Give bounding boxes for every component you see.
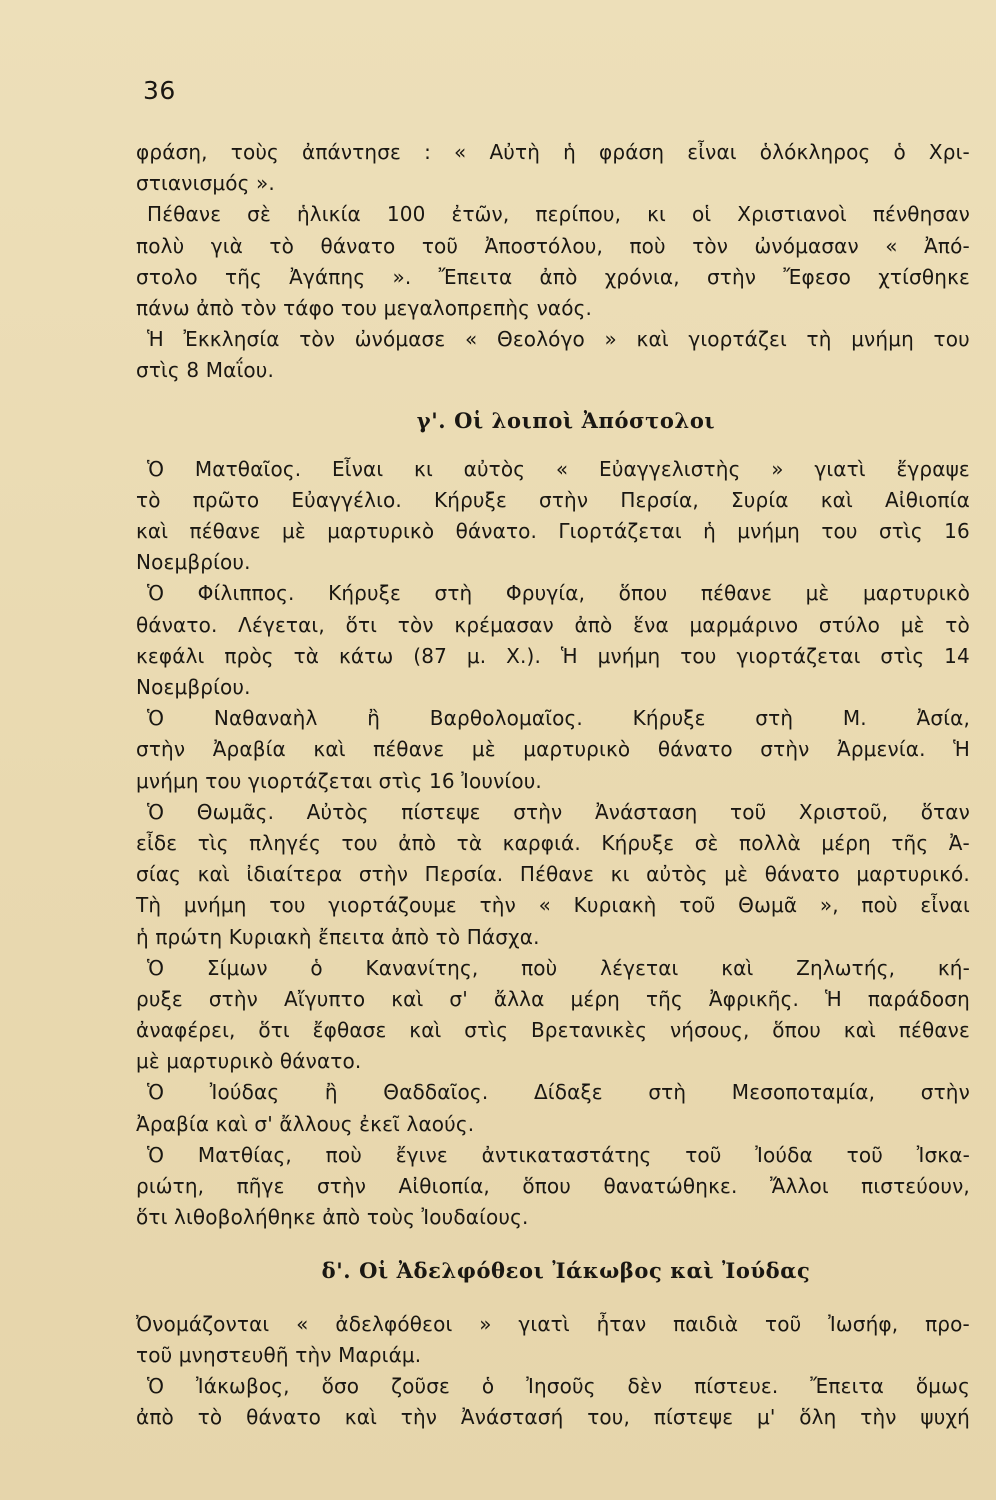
text-line: Πέθανε σὲ ἡλικία 100 ἐτῶν, περίπου, κι οἱ Χριστιανοὶ πένθησαν xyxy=(147,202,970,227)
text-line: Ἀραβία καὶ σ' ἄλλους ἐκεῖ λαούς. xyxy=(136,1111,475,1136)
text-line: εἶδε τὶς πληγές του ἀπὸ τὰ καρφιά. Κήρυξε σὲ πολλὰ μέρη τῆς Ἀ- xyxy=(136,830,970,855)
text-line: Ὁ Ἰούδας ἢ Θαδδαῖος. Δίδαξε στὴ Μεσοποταμία, στὴν xyxy=(147,1080,970,1105)
text-line: Νοεμβρίου. xyxy=(136,550,251,575)
section-heading-c: γ'. Οἱ λοιποὶ Ἀπόστολοι xyxy=(416,407,716,433)
text-line: τὸ πρῶτο Εὐαγγέλιο. Κήρυξε στὴν Περσία, Συρία καὶ Αἰθιοπία xyxy=(136,487,970,512)
body-text xyxy=(136,137,970,1433)
text-line: σίας καὶ ἰδιαίτερα στὴν Περσία. Πέθανε κι αὐτὸς μὲ θάνατο μαρτυρικό. xyxy=(136,862,970,887)
text-line: ὅτι λιθοβολήθηκε ἀπὸ τοὺς Ἰουδαίους. xyxy=(136,1205,529,1230)
text-line: φράση, τοὺς ἀπάντησε : « Αὐτὴ ἡ φράση εἶναι ὁλόκληρος ὁ Χρι- xyxy=(136,140,970,164)
text-line: Ὁ Θωμᾶς. Αὐτὸς πίστεψε στὴν Ἀνάσταση τοῦ Χριστοῦ, ὅταν xyxy=(147,799,970,824)
text-line: Ὀνομάζονται « ἀδελφόθεοι » γιατὶ ἦταν παιδιὰ τοῦ Ἰωσήφ, προ- xyxy=(136,1311,970,1336)
section-heading-d: δ'. Οἱ Ἀδελφόθεοι Ἰάκωβος καὶ Ἰούδας xyxy=(321,1258,811,1284)
text-line: Ὁ Ἰάκωβος, ὅσο ζοῦσε ὁ Ἰησοῦς δὲν πίστευε. Ἔπειτα ὅμως xyxy=(147,1373,970,1398)
text-line: στολο τῆς Ἀγάπης ». Ἔπειτα ἀπὸ χρόνια, στὴν Ἔφεσο χτίσθηκε xyxy=(136,264,970,289)
text-line: θάνατο. Λέγεται, ὅτι τὸν κρέμασαν ἀπὸ ἕνα μαρμάρινο στύλο μὲ τὸ xyxy=(136,612,970,637)
text-line: Τὴ μνήμη του γιορτάζουμε τὴν « Κυριακὴ τοῦ Θωμᾶ », ποὺ εἶναι xyxy=(136,893,970,918)
text-line: στιανισμός ». xyxy=(136,171,275,196)
text-line: Ὁ Ματθαῖος. Εἶναι κι αὐτὸς « Εὐαγγελιστὴς » γιατὶ ἔγραψε xyxy=(147,456,970,481)
text-line: Ὁ Ματθίας, ποὺ ἔγινε ἀντικαταστάτης τοῦ Ἰούδα τοῦ Ἰσκα- xyxy=(147,1142,970,1167)
text-line: ἡ πρώτη Κυριακὴ ἔπειτα ἀπὸ τὸ Πάσχα. xyxy=(136,924,540,949)
text-line: στὶς 8 Μαΐου. xyxy=(136,358,274,383)
text-line: Ὁ Σίμων ὁ Κανανίτης, ποὺ λέγεται καὶ Ζηλωτής, κή- xyxy=(147,955,970,980)
text-line: καὶ πέθανε μὲ μαρτυρικὸ θάνατο. Γιορτάζεται ἡ μνήμη του στὶς 16 xyxy=(136,519,970,544)
text-line: μὲ μαρτυρικὸ θάνατο. xyxy=(136,1049,362,1074)
text-line: πάνω ἀπὸ τὸν τάφο του μεγαλοπρεπὴς ναός. xyxy=(136,295,593,320)
text-line: μνήμη του γιορτάζεται στὶς 16 Ἰουνίου. xyxy=(136,768,542,793)
text-line: ριώτη, πῆγε στὴν Αἰθιοπία, ὅπου θανατώθηκε. Ἄλλοι πιστεύουν, xyxy=(136,1174,970,1198)
text-line: Ὁ Φίλιππος. Κήρυξε στὴ Φρυγία, ὅπου πέθανε μὲ μαρτυρικὸ xyxy=(147,581,970,606)
text-line: Ὁ Ναθαναὴλ ἢ Βαρθολομαῖος. Κήρυξε στὴ Μ. Ἀσία, xyxy=(147,706,970,731)
page-number: 36 xyxy=(143,76,176,105)
text-line: τοῦ μνηστευθῆ τὴν Μαριάμ. xyxy=(136,1342,422,1367)
text-line: ἀναφέρει, ὅτι ἔφθασε καὶ στὶς Βρετανικὲς νήσους, ὅπου καὶ πέθανε xyxy=(136,1018,970,1043)
text-line: ἀπὸ τὸ θάνατο καὶ τὴν Ἀνάστασή του, πίστεψε μ' ὅλη τὴν ψυχή xyxy=(136,1405,970,1430)
text-line: Νοεμβρίου. xyxy=(136,675,251,699)
text-line: Ἡ Ἐκκλησία τὸν ὠνόμασε « Θεολόγο » καὶ γιορτάζει τὴ μνήμη του xyxy=(147,327,970,352)
text-line: πολὺ γιὰ τὸ θάνατο τοῦ Ἀποστόλου, ποὺ τὸν ὠνόμασαν « Ἀπό- xyxy=(136,233,970,258)
text-line: ρυξε στὴν Αἴγυπτο καὶ σ' ἄλλα μέρη τῆς Ἀφρικῆς. Ἡ παράδοση xyxy=(136,986,970,1011)
text-line: στὴν Ἀραβία καὶ πέθανε μὲ μαρτυρικὸ θάνατο στὴν Ἀρμενία. Ἡ xyxy=(136,737,970,762)
text-line: κεφάλι πρὸς τὰ κάτω (87 μ. Χ.). Ἡ μνήμη του γιορτάζεται στὶς 14 xyxy=(136,643,970,668)
